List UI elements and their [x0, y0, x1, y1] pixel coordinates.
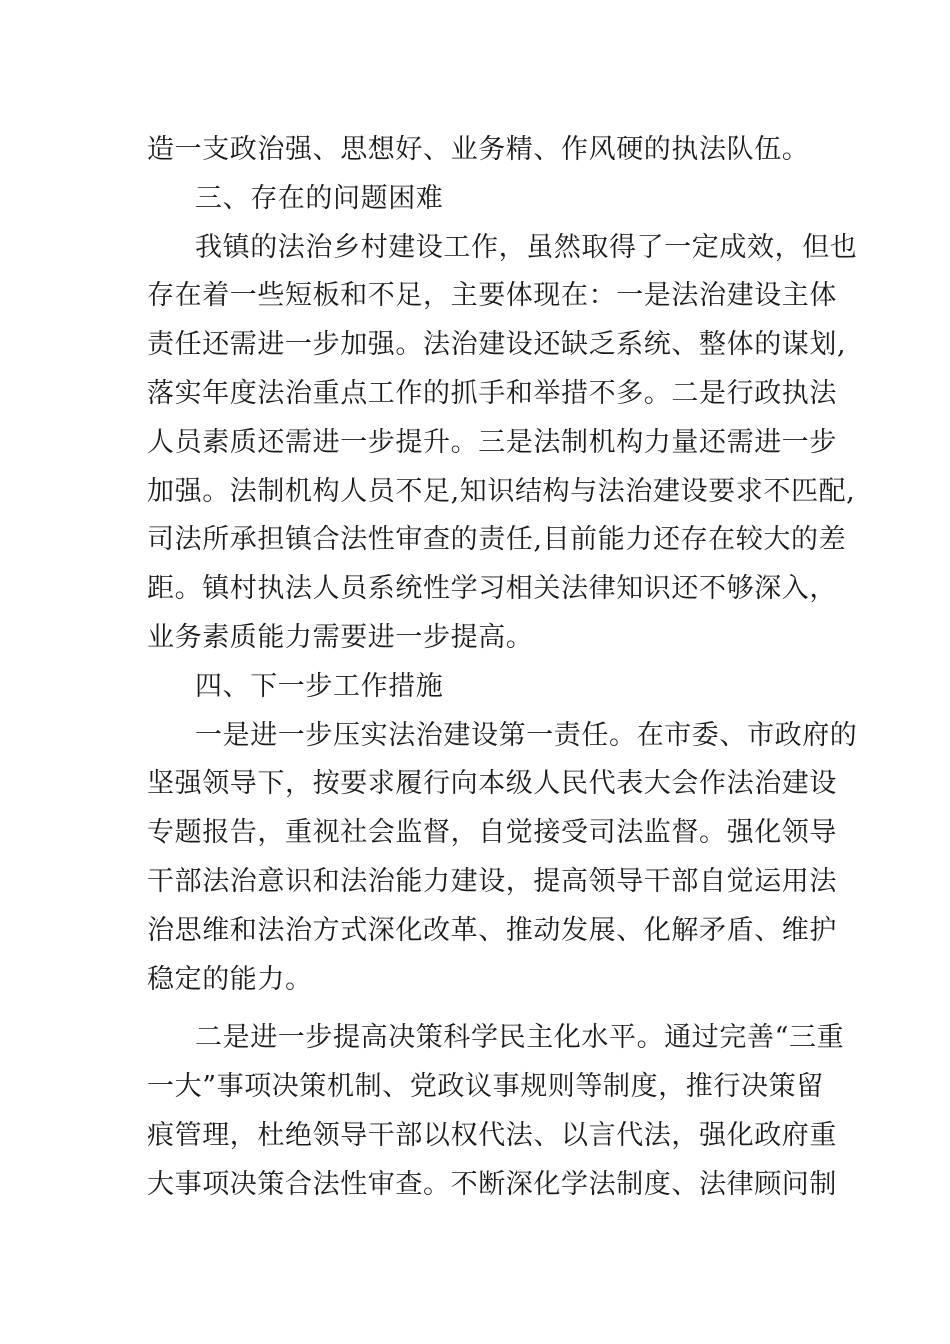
text-line: 业务素质能力需要进一步提高。	[147, 621, 534, 653]
section-heading-problems: 三、存在的问题困难	[195, 182, 444, 214]
paragraph-gap	[147, 1004, 812, 1014]
text-line: 距。镇村执法人员系统性学习相关法律知识还不够深入，	[147, 573, 837, 605]
text-line: 我镇的法治乡村建设工作，虽然取得了一定成效，但也	[195, 231, 858, 263]
text-line: 人员素质还需进一步提升。三是法制机构力量还需进一步	[147, 426, 837, 458]
text-line: 司法所承担镇合法性审查的责任,目前能力还存在较大的差	[147, 524, 847, 556]
text-line: 专题报告，重视社会监督，自觉接受司法监督。强化领导	[147, 817, 837, 849]
text-line: 责任还需进一步加强。法治建设还缺乏系统、整体的谋划,	[147, 329, 847, 361]
text-line: 治思维和法治方式深化改革、推动发展、化解矛盾、维护	[147, 914, 837, 946]
text-line: 大事项决策合法性审查。不断深化学法制度、法律顾问制	[147, 1168, 837, 1200]
text-line: 造一支政治强、思想好、业务精、作风硬的执法队伍。	[147, 134, 810, 165]
text-line: 稳定的能力。	[147, 963, 313, 995]
text-line: 痕管理，杜绝领导干部以权代法、以言代法，强化政府重	[147, 1119, 837, 1151]
text-line: 干部法治意识和法治能力建设，提高领导干部自觉运用法	[147, 865, 837, 897]
document-body	[147, 126, 858, 1210]
text-line: 落实年度法治重点工作的抓手和举措不多。二是行政执法	[147, 377, 837, 409]
text-line: 一大”事项决策机制、党政议事规则等制度，推行决策留	[147, 1071, 824, 1103]
text-line: 加强。法制机构人员不足,知识结构与法治建设要求不匹配,	[147, 475, 856, 507]
text-line: 二是进一步提高决策科学民主化水平。通过完善“三重	[195, 1022, 845, 1054]
text-line: 一是进一步压实法治建设第一责任。在市委、市政府的	[195, 719, 858, 751]
text-line: 存在着一些短板和不足，主要体现在：一是法治建设主体	[147, 280, 837, 312]
text-line: 坚强领导下，按要求履行向本级人民代表大会作法治建设	[147, 768, 837, 800]
section-heading-next-steps: 四、下一步工作措施	[195, 670, 444, 702]
